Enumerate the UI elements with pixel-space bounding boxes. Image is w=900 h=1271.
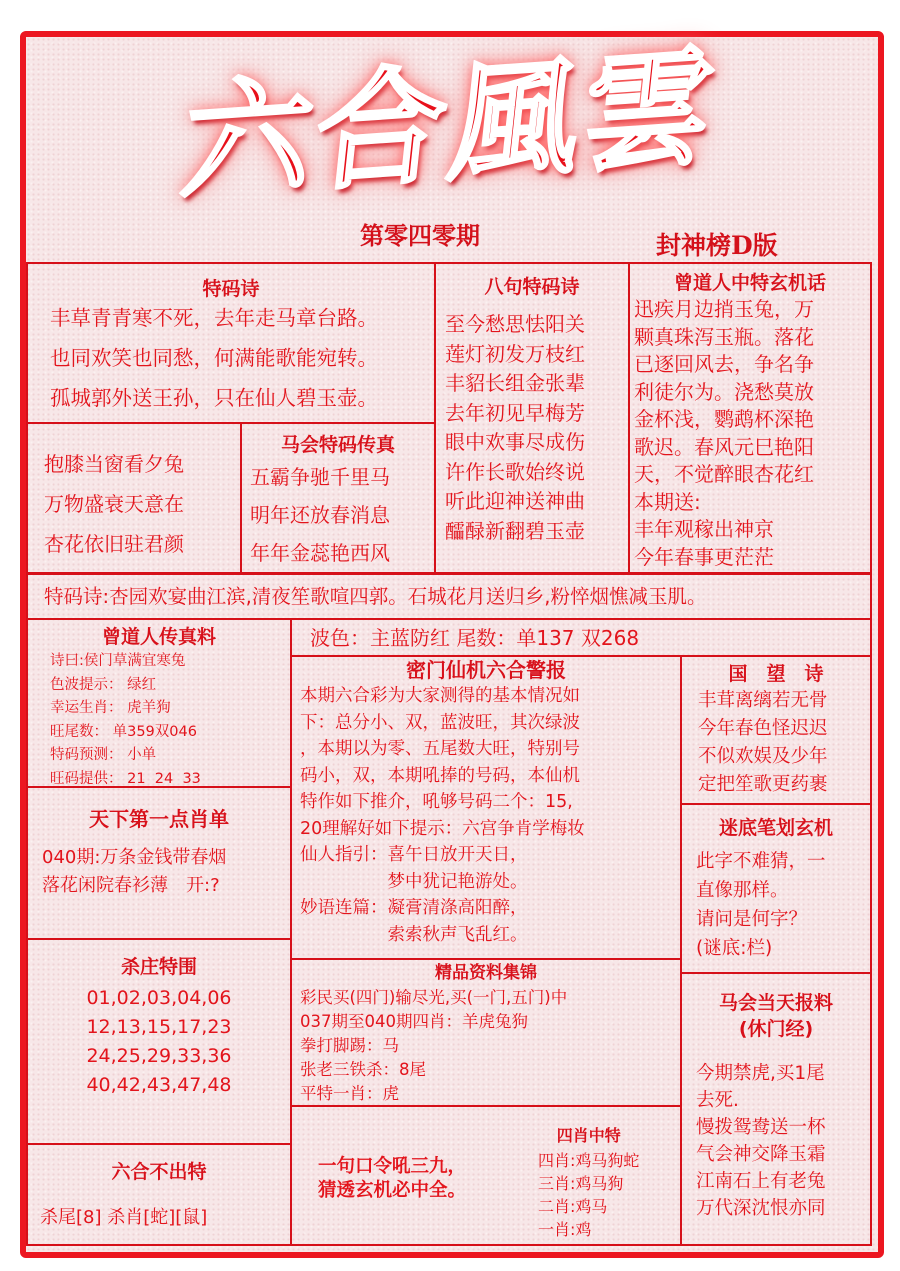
text-line: 请问是何字？	[696, 909, 808, 930]
zeng-words-box	[628, 262, 872, 574]
text-line: 本期六合彩为大家测得的基本情况如	[300, 686, 580, 706]
text-line: 慢拨鸳鸯送一杯	[696, 1117, 826, 1138]
text-line: 040期:万条金钱带春烟	[42, 847, 227, 868]
section-title: 杀庄特围	[120, 956, 197, 978]
text-line: 特码预测： 小单	[50, 747, 157, 763]
masthead-title: 六合風雲	[175, 31, 725, 219]
wave-text: 波色：主蓝防红 尾数：单137 双268	[310, 626, 640, 650]
kill-numbers-box	[26, 938, 292, 1145]
text-block	[630, 296, 870, 571]
text-block	[28, 298, 434, 418]
text-line: 许作长歌始终说	[445, 459, 585, 484]
text-line: 今期禁虎,买1尾	[696, 1063, 825, 1084]
text-line: 杏花依旧驻君颜	[44, 532, 184, 556]
text-line: 江南石上有老兔	[696, 1171, 826, 1192]
text-line: 彩民买(四门)输尽光,买(一门,五门)中	[300, 988, 568, 1007]
text-line: 一句口令吼三九，	[318, 1156, 467, 1177]
text-line: 20理解好如下提示：六宫争肯学梅妆	[300, 818, 585, 839]
text-block	[318, 1155, 466, 1203]
text-line: (谜底:栏)	[696, 938, 773, 959]
text-line: 不似欢娱及少年	[698, 746, 828, 767]
text-block	[28, 984, 290, 1100]
text-block	[436, 300, 628, 546]
text-block	[538, 1149, 639, 1241]
text-line: 平特一肖：虎	[300, 1084, 399, 1103]
section-title: 曾道人传真料	[101, 626, 216, 648]
eight-poem-box	[434, 262, 630, 574]
no-special-text: 杀尾[8] 杀肖[蛇][鼠]	[40, 1207, 208, 1228]
text-line: 五霸争驰千里马	[250, 465, 390, 489]
text-line: 抱膝当窗看夕兔	[44, 452, 184, 476]
text-line: 已逐回风去，争名争	[634, 352, 814, 376]
text-line: 旺码提供： 21 24 33	[50, 770, 201, 787]
text-line: 此字不难猜，一	[696, 851, 826, 872]
text-line: 妙语连篇：凝膏清涤高阳醉，	[300, 898, 528, 918]
text-line: 梦中犹记艳游处。	[300, 871, 528, 892]
text-line: 01,02,03,04,06	[86, 987, 232, 1009]
text-line: 也同欢笑也同愁，何满能歌能宛转。	[50, 346, 378, 370]
slogan-box	[290, 1105, 682, 1246]
text-line: 直像那样。	[696, 880, 789, 901]
banner-box	[26, 573, 872, 620]
text-block	[28, 832, 290, 900]
text-block	[682, 841, 870, 963]
text-line: 气会神交降玉霜	[696, 1144, 826, 1165]
section-title: 曾道人中特玄机话	[673, 272, 826, 294]
text-line: 迅疾月边捎玉兔，万	[634, 297, 814, 321]
text-line: 色波提示： 绿红	[50, 676, 157, 693]
banner-text: 特码诗:杏园欢宴曲江滨,清夜笙歌喧四郭。石城花月送归乡,粉悴烟憔减玉肌。	[44, 585, 707, 608]
wave-box	[290, 618, 872, 657]
text-line: 醽醁新翻碧玉壶	[445, 518, 585, 543]
section-title: 八句特码诗	[484, 276, 580, 298]
text-line: 马会当天报料	[718, 992, 833, 1014]
tema-poem-box	[26, 262, 436, 424]
text-line: 24,25,29,33,36	[86, 1045, 232, 1067]
text-block	[292, 683, 680, 948]
text-line: 万代深沈恨亦同	[696, 1198, 826, 1219]
text-line: 去死.	[696, 1090, 739, 1111]
zeng-fax-box	[26, 618, 292, 788]
hk-today-box	[680, 972, 872, 1246]
text-line: 眼中欢事尽成伤	[445, 430, 585, 454]
section-title: 马会特码传真	[280, 434, 395, 456]
text-line: 天，不觉醉眼杏花红	[634, 462, 814, 486]
text-line: 码小，双，本期吼捧的号码，本仙机	[300, 765, 580, 786]
text-line: 丰年观稼出神京	[634, 517, 774, 541]
text-line: 诗曰:侯门草满宜寒兔	[50, 653, 186, 669]
section-title: 国 望 诗	[728, 663, 824, 685]
text-line: 张老三铁杀：8尾	[300, 1060, 426, 1079]
text-line: 仙人指引：喜午日放开天日，	[300, 845, 528, 865]
text-line: 今年春色怪迟迟	[698, 718, 828, 739]
text-line: 至今愁思怯阳关	[445, 312, 585, 336]
text-line: 幸运生肖： 虎羊狗	[50, 700, 171, 716]
no-special-box	[26, 1143, 292, 1246]
text-line: 利徒尔为。浇愁莫放	[634, 379, 814, 404]
text-block	[682, 687, 870, 799]
text-line: 落花闲院春衫薄 开:?	[42, 875, 220, 896]
four-zodiac-block	[538, 1123, 639, 1241]
text-line: 拳打脚踢：马	[300, 1036, 399, 1055]
collection-box	[290, 958, 682, 1107]
text-line: 二肖:鸡马	[538, 1197, 608, 1216]
text-line: 颗真珠泻玉瓶。落花	[634, 324, 814, 349]
text-line: 一肖:鸡	[538, 1220, 592, 1239]
section-title: 六合不出特	[111, 1161, 207, 1183]
text-block	[292, 986, 680, 1106]
text-line: 特作如下推介，吼够号码二个：15,	[300, 792, 573, 812]
text-line: 去年初见早梅芳	[445, 400, 585, 425]
text-line: ，本期以为零、五尾数大旺，特别号	[300, 739, 580, 759]
text-block	[242, 458, 434, 572]
text-line: 丰草青青寒不死，去年走马章台路。	[50, 306, 378, 330]
issue-number: 第零四零期	[360, 221, 480, 250]
text-block	[682, 1042, 870, 1222]
riddle-box	[680, 803, 872, 974]
text-line: 猜透玄机必中全。	[318, 1180, 467, 1201]
text-block	[28, 424, 240, 564]
text-line: 万物盛衰天意在	[44, 492, 184, 516]
guowang-poem-box	[680, 655, 872, 805]
text-line: 孤城郭外送王孙，只在仙人碧玉壶。	[50, 386, 378, 410]
section-title: 天下第一点肖单	[89, 807, 229, 831]
small-poem-box	[26, 422, 242, 574]
text-line: 四肖:鸡马狗蛇	[538, 1151, 640, 1170]
secret-alert-box	[290, 655, 682, 960]
text-line: 本期送:	[634, 489, 701, 514]
hk-fax-box	[240, 422, 436, 574]
text-line: 索索秋声飞乱红。	[300, 924, 528, 945]
text-line: 听此迎神送神曲	[445, 489, 585, 513]
text-line: (休门经)	[738, 1018, 814, 1040]
text-line: 旺尾数： 单359双046	[50, 723, 197, 740]
section-title: 精品资料集锦	[435, 963, 537, 983]
text-line: 金杯浅，鹦鹉杯深艳	[634, 407, 814, 431]
text-line: 定把笙歌更药裹	[698, 774, 828, 795]
edition-label: 封神榜D版	[656, 231, 778, 260]
text-line: 丰茸离缡若无骨	[698, 690, 828, 711]
section-title: 密门仙机六合警报	[406, 658, 566, 682]
section-title: 迷底笔划玄机	[718, 817, 833, 839]
text-block	[682, 990, 870, 1042]
text-line: 丰貂长组金张辈	[445, 371, 585, 395]
text-line: 下：总分小、双，蓝波旺，其次绿波	[300, 712, 580, 733]
text-line: 歌迟。春风元巳艳阳	[634, 434, 814, 459]
section-title: 特码诗	[202, 278, 260, 300]
text-line: 明年还放春消息	[250, 503, 390, 527]
text-line: 莲灯初发万枝红	[445, 341, 585, 366]
first-zodiac-box	[26, 786, 292, 940]
text-line: 12,13,15,17,23	[86, 1016, 232, 1038]
text-line: 40,42,43,47,48	[86, 1074, 232, 1096]
text-line: 今年春事更茫茫	[634, 544, 774, 569]
text-line: 037期至040期四肖：羊虎兔狗	[300, 1012, 528, 1031]
text-line: 三肖:鸡马狗	[538, 1174, 624, 1193]
section-title: 四肖中特	[556, 1126, 621, 1145]
text-block	[28, 650, 290, 788]
text-line: 年年金蕊艳西风	[250, 541, 390, 565]
